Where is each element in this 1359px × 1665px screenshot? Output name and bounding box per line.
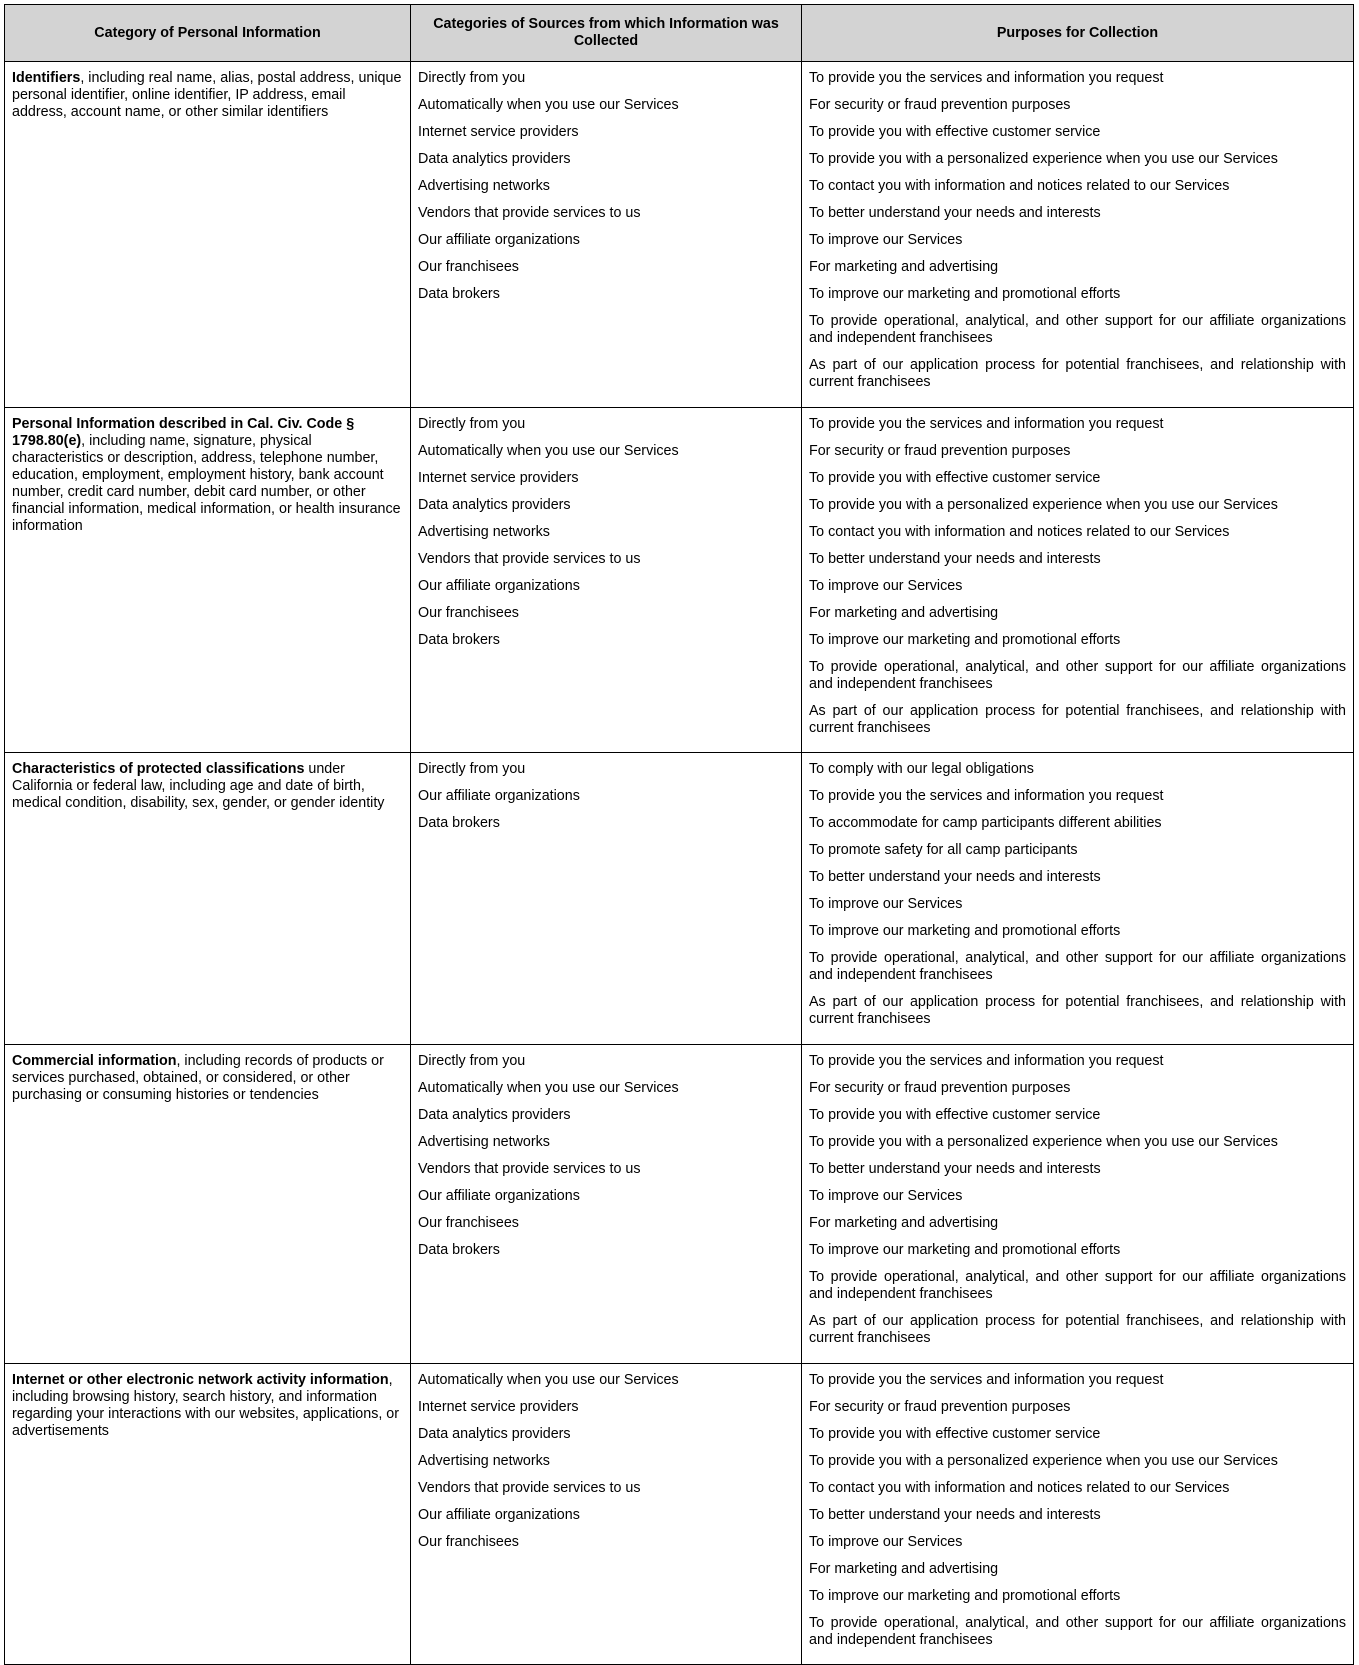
source-item: Vendors that provide services to us	[418, 205, 641, 221]
sources-cell	[411, 753, 802, 1045]
purposes-list	[809, 70, 1346, 391]
purpose-item: To contact you with information and notices related to our Services	[809, 178, 1230, 194]
purpose-item: To better understand your needs and interests	[809, 869, 1101, 885]
purpose-item: To improve our marketing and promotional efforts	[809, 1588, 1121, 1604]
purpose-item: For security or fraud prevention purposes	[809, 1080, 1071, 1096]
purpose-item: To improve our Services	[809, 1534, 963, 1550]
category-description: , including browsing history, search history, and information regarding your interactions with our websites, applications, or advertisements	[12, 1372, 400, 1439]
sources-list	[418, 1053, 794, 1259]
category-title: Identifiers	[12, 70, 81, 86]
purpose-item: To improve our Services	[809, 578, 963, 594]
table-row	[5, 1045, 1354, 1364]
category-title: Commercial information	[12, 1053, 177, 1069]
purpose-item: As part of our application process for potential franchisees, and relationship with current franchisees	[809, 994, 1346, 1027]
purpose-item: To better understand your needs and interests	[809, 1161, 1101, 1177]
purpose-item: For security or fraud prevention purposes	[809, 443, 1071, 459]
source-item: Directly from you	[418, 761, 526, 777]
category-title: Characteristics of protected classifications	[12, 761, 305, 777]
personal-information-table	[4, 4, 1354, 1665]
purpose-item: To comply with our legal obligations	[809, 761, 1034, 777]
purpose-item: To provide you with effective customer service	[809, 470, 1101, 486]
sources-cell	[411, 1045, 802, 1364]
purpose-item: To provide operational, analytical, and other support for our affiliate organizations and independent franchisees	[809, 313, 1346, 346]
table-header-row	[5, 5, 1354, 62]
category-description: , including records of products or services purchased, obtained, or considered, or other purchasing or consuming histories or tendencies	[12, 1053, 384, 1103]
purpose-item: For marketing and advertising	[809, 605, 999, 621]
source-item: Directly from you	[418, 70, 526, 86]
source-item: Internet service providers	[418, 1399, 579, 1415]
purpose-item: To provide operational, analytical, and other support for our affiliate organizations and independent franchisees	[809, 1269, 1346, 1302]
purpose-item: To provide you with a personalized experience when you use our Services	[809, 497, 1278, 513]
category-cell	[5, 62, 411, 408]
purpose-item: To provide you with a personalized experience when you use our Services	[809, 1134, 1278, 1150]
purposes-list	[809, 761, 1346, 1028]
sources-list	[418, 416, 794, 649]
category-description: under California or federal law, including age and date of birth, medical condition, disability, sex, gender, or gender identity	[12, 761, 385, 811]
source-item: Data analytics providers	[418, 1426, 571, 1442]
purpose-item: To provide you the services and information you request	[809, 1053, 1164, 1069]
source-item: Automatically when you use our Services	[418, 97, 679, 113]
source-item: Our affiliate organizations	[418, 1507, 580, 1523]
purpose-item: For security or fraud prevention purposes	[809, 1399, 1071, 1415]
purpose-item: To improve our marketing and promotional efforts	[809, 286, 1121, 302]
source-item: Data analytics providers	[418, 1107, 571, 1123]
source-item: Data analytics providers	[418, 151, 571, 167]
purpose-item: To provide you with effective customer service	[809, 124, 1101, 140]
source-item: Vendors that provide services to us	[418, 551, 641, 567]
category-cell	[5, 753, 411, 1045]
category-cell	[5, 1364, 411, 1665]
source-item: Advertising networks	[418, 178, 550, 194]
purpose-item: To better understand your needs and interests	[809, 1507, 1101, 1523]
purpose-item: To better understand your needs and interests	[809, 551, 1101, 567]
source-item: Data analytics providers	[418, 497, 571, 513]
purpose-item: To improve our marketing and promotional efforts	[809, 632, 1121, 648]
purpose-item: To provide you with a personalized experience when you use our Services	[809, 151, 1278, 167]
sources-cell	[411, 62, 802, 408]
source-item: Automatically when you use our Services	[418, 1372, 679, 1388]
source-item: Our affiliate organizations	[418, 578, 580, 594]
source-item: Our franchisees	[418, 605, 519, 621]
purpose-item: To improve our Services	[809, 232, 963, 248]
source-item: Our franchisees	[418, 259, 519, 275]
source-item: Automatically when you use our Services	[418, 443, 679, 459]
source-item: Internet service providers	[418, 124, 579, 140]
sources-cell	[411, 1364, 802, 1665]
table-row	[5, 1364, 1354, 1665]
header-category: Category of Personal Information	[5, 5, 411, 62]
purpose-item: As part of our application process for potential franchisees, and relationship with current franchisees	[809, 357, 1346, 390]
table-row	[5, 408, 1354, 753]
source-item: Data brokers	[418, 286, 500, 302]
purpose-item: To accommodate for camp participants different abilities	[809, 815, 1162, 831]
source-item: Internet service providers	[418, 470, 579, 486]
purposes-list	[809, 416, 1346, 737]
purpose-item: To provide you with effective customer service	[809, 1107, 1101, 1123]
purpose-item: To provide you the services and information you request	[809, 1372, 1164, 1388]
purpose-item: To improve our Services	[809, 1188, 963, 1204]
purposes-cell	[802, 1364, 1354, 1665]
sources-list	[418, 1372, 794, 1551]
purposes-list	[809, 1053, 1346, 1347]
source-item: Data brokers	[418, 1242, 500, 1258]
purpose-item: For marketing and advertising	[809, 259, 999, 275]
purpose-item: For marketing and advertising	[809, 1215, 999, 1231]
purpose-item: To improve our marketing and promotional efforts	[809, 1242, 1121, 1258]
table-row	[5, 753, 1354, 1045]
source-item: Vendors that provide services to us	[418, 1480, 641, 1496]
source-item: Directly from you	[418, 1053, 526, 1069]
source-item: Advertising networks	[418, 1134, 550, 1150]
purpose-item: To contact you with information and notices related to our Services	[809, 1480, 1230, 1496]
purpose-item: To provide you the services and information you request	[809, 70, 1164, 86]
source-item: Our franchisees	[418, 1215, 519, 1231]
header-sources: Categories of Sources from which Information was Collected	[411, 5, 802, 62]
sources-cell	[411, 408, 802, 753]
purpose-item: As part of our application process for potential franchisees, and relationship with current franchisees	[809, 1313, 1346, 1346]
purpose-item: To provide operational, analytical, and other support for our affiliate organizations and independent franchisees	[809, 1615, 1346, 1648]
purpose-item: To improve our marketing and promotional efforts	[809, 923, 1121, 939]
source-item: Data brokers	[418, 632, 500, 648]
source-item: Our franchisees	[418, 1534, 519, 1550]
source-item: Data brokers	[418, 815, 500, 831]
purpose-item: To better understand your needs and interests	[809, 205, 1101, 221]
category-description: , including real name, alias, postal address, unique personal identifier, online identifier, IP address, email address, account name, or other similar identifiers	[12, 70, 402, 120]
source-item: Our affiliate organizations	[418, 1188, 580, 1204]
purposes-cell	[802, 408, 1354, 753]
purpose-item: To provide you the services and information you request	[809, 416, 1164, 432]
table-row	[5, 62, 1354, 408]
purposes-cell	[802, 1045, 1354, 1364]
purpose-item: To improve our Services	[809, 896, 963, 912]
category-cell	[5, 408, 411, 753]
purpose-item: To provide you with a personalized experience when you use our Services	[809, 1453, 1278, 1469]
purpose-item: To provide you the services and information you request	[809, 788, 1164, 804]
purpose-item: As part of our application process for potential franchisees, and relationship with current franchisees	[809, 703, 1346, 736]
source-item: Vendors that provide services to us	[418, 1161, 641, 1177]
source-item: Advertising networks	[418, 524, 550, 540]
purpose-item: To provide operational, analytical, and other support for our affiliate organizations and independent franchisees	[809, 659, 1346, 692]
category-description: , including name, signature, physical characteristics or description, address, telephone number, education, employment, employment history, bank account number, credit card number, debit card number, or other financial information, medical information, or health insurance information	[12, 433, 401, 534]
purpose-item: For marketing and advertising	[809, 1561, 999, 1577]
table-body	[5, 62, 1354, 1665]
source-item: Advertising networks	[418, 1453, 550, 1469]
purposes-cell	[802, 753, 1354, 1045]
category-cell	[5, 1045, 411, 1364]
sources-list	[418, 70, 794, 303]
header-purposes: Purposes for Collection	[802, 5, 1354, 62]
source-item: Our affiliate organizations	[418, 788, 580, 804]
purpose-item: For security or fraud prevention purposes	[809, 97, 1071, 113]
sources-list	[418, 761, 794, 832]
source-item: Automatically when you use our Services	[418, 1080, 679, 1096]
purposes-list	[809, 1372, 1346, 1649]
purposes-cell	[802, 62, 1354, 408]
category-title: Personal Information described in Cal. Civ. Code § 1798.80(e)	[12, 416, 355, 449]
purpose-item: To provide you with effective customer service	[809, 1426, 1101, 1442]
purpose-item: To promote safety for all camp participants	[809, 842, 1078, 858]
source-item: Directly from you	[418, 416, 526, 432]
category-title: Internet or other electronic network activity information	[12, 1372, 389, 1388]
purpose-item: To contact you with information and notices related to our Services	[809, 524, 1230, 540]
purpose-item: To provide operational, analytical, and other support for our affiliate organizations and independent franchisees	[809, 950, 1346, 983]
source-item: Our affiliate organizations	[418, 232, 580, 248]
